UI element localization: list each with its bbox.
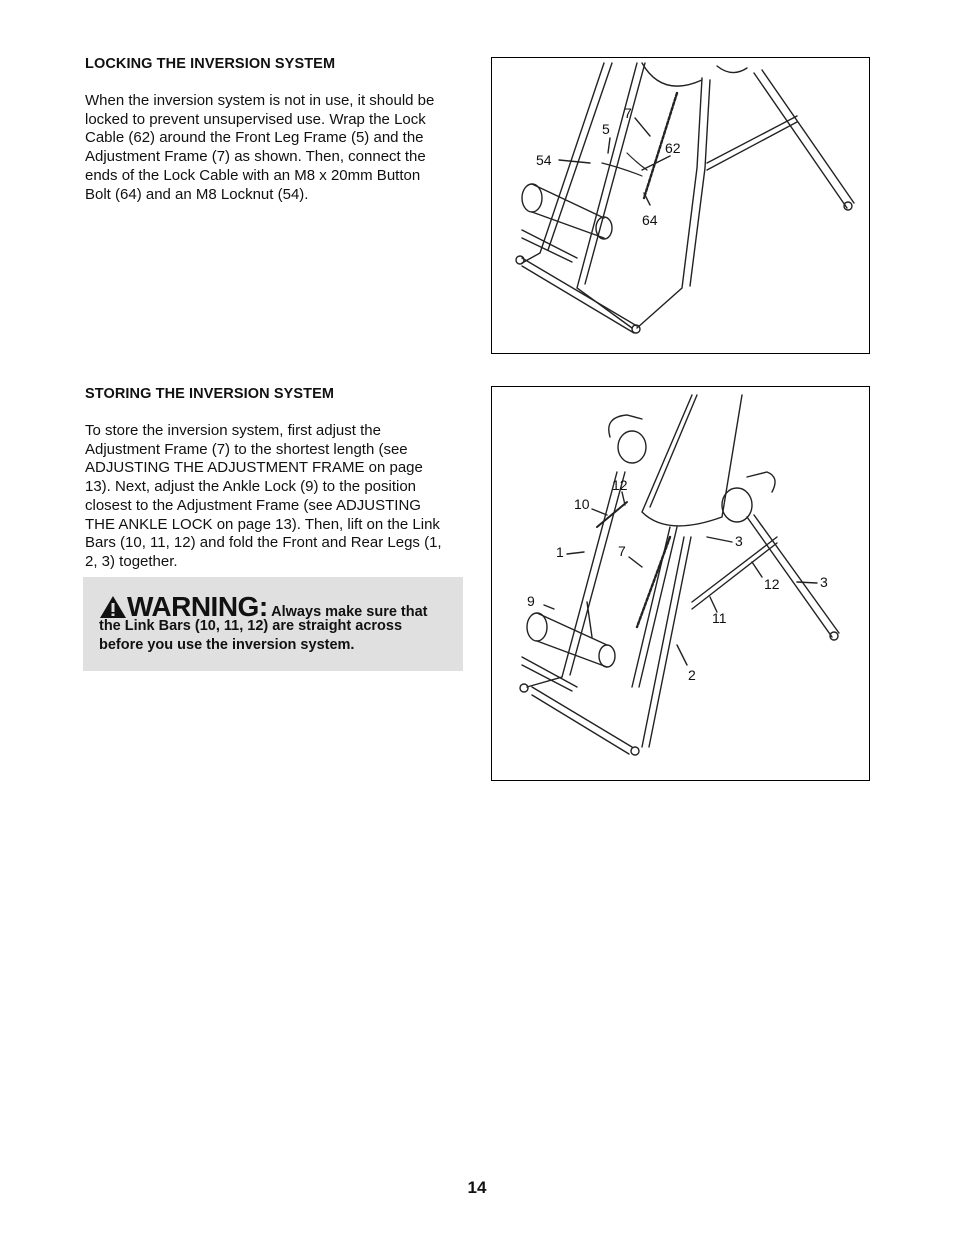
figure-callout-label: 12: [612, 477, 628, 493]
figure-callout-label: 10: [574, 496, 590, 512]
warning-word: WARNING:: [127, 591, 268, 622]
section-paragraph-locking: [85, 92, 434, 204]
section-heading-storing: STORING THE INVERSION SYSTEM: [85, 386, 335, 402]
paragraph-line: ends of the Lock Cable with an M8 x 20mm Button: [85, 166, 421, 184]
paragraph-line: ADJUSTING THE ADJUSTMENT FRAME on page: [85, 459, 423, 477]
figure-callout-label: 7: [624, 105, 632, 121]
figure-lock-cable-diagram: [491, 57, 870, 354]
warning-triangle-icon: [99, 595, 127, 619]
figure-lock-cable-drawing: [492, 58, 870, 354]
figure-callout-label: 12: [764, 576, 780, 592]
section-heading-locking: LOCKING THE INVERSION SYSTEM: [85, 56, 336, 72]
paragraph-line: THE ANKLE LOCK on page 13). Then, lift on the Link: [85, 515, 440, 533]
figure-callout-label: 9: [527, 593, 535, 609]
figure-callout-label: 64: [642, 212, 658, 228]
paragraph-line: When the inversion system is not in use, it should be: [85, 92, 435, 109]
paragraph-line: Adjustment Frame (7) to the shortest length (see: [85, 440, 408, 458]
figure-callout-label: 3: [735, 533, 743, 549]
section-paragraph-storing: [85, 422, 442, 572]
figure-callout-label: 3: [820, 574, 828, 590]
figure-callout-label: 62: [665, 140, 681, 156]
paragraph-line: locked to prevent unsupervised use. Wrap the Lock: [85, 110, 426, 128]
paragraph-line: closest to the Adjustment Frame (see ADJUSTING: [85, 496, 421, 514]
figure-callout-label: 5: [602, 121, 610, 137]
paragraph-line: To store the inversion system, first adjust the: [85, 422, 381, 439]
figure-callout-label: 2: [688, 667, 696, 683]
warning-text: Always make sure that: [271, 604, 428, 620]
paragraph-line: 2, 3) together.: [85, 552, 178, 570]
page-number: 14: [467, 1178, 487, 1197]
figure-storing-diagram: [491, 386, 870, 781]
paragraph-line: Bars (10, 11, 12) and fold the Front and Rear Legs (1,: [85, 534, 442, 552]
figure-callout-label: 7: [618, 543, 626, 559]
figure-callout-label: 11: [712, 610, 727, 626]
paragraph-line: Bolt (64) and an M8 Locknut (54).: [85, 185, 309, 203]
figure-callout-label: 54: [536, 152, 552, 168]
warning-text: the Link Bars (10, 11, 12) are straight across: [99, 618, 403, 634]
paragraph-line: Adjustment Frame (7) as shown. Then, connect the: [85, 148, 426, 166]
paragraph-line: Cable (62) around the Front Leg Frame (5) and the: [85, 129, 424, 147]
paragraph-line: 13). Next, adjust the Ankle Lock (9) to the position: [85, 478, 417, 496]
figure-storing-drawing: [492, 387, 870, 781]
warning-text: before you use the inversion system.: [99, 637, 355, 653]
warning-box: [83, 577, 463, 671]
figure-callout-label: 1: [556, 544, 564, 560]
